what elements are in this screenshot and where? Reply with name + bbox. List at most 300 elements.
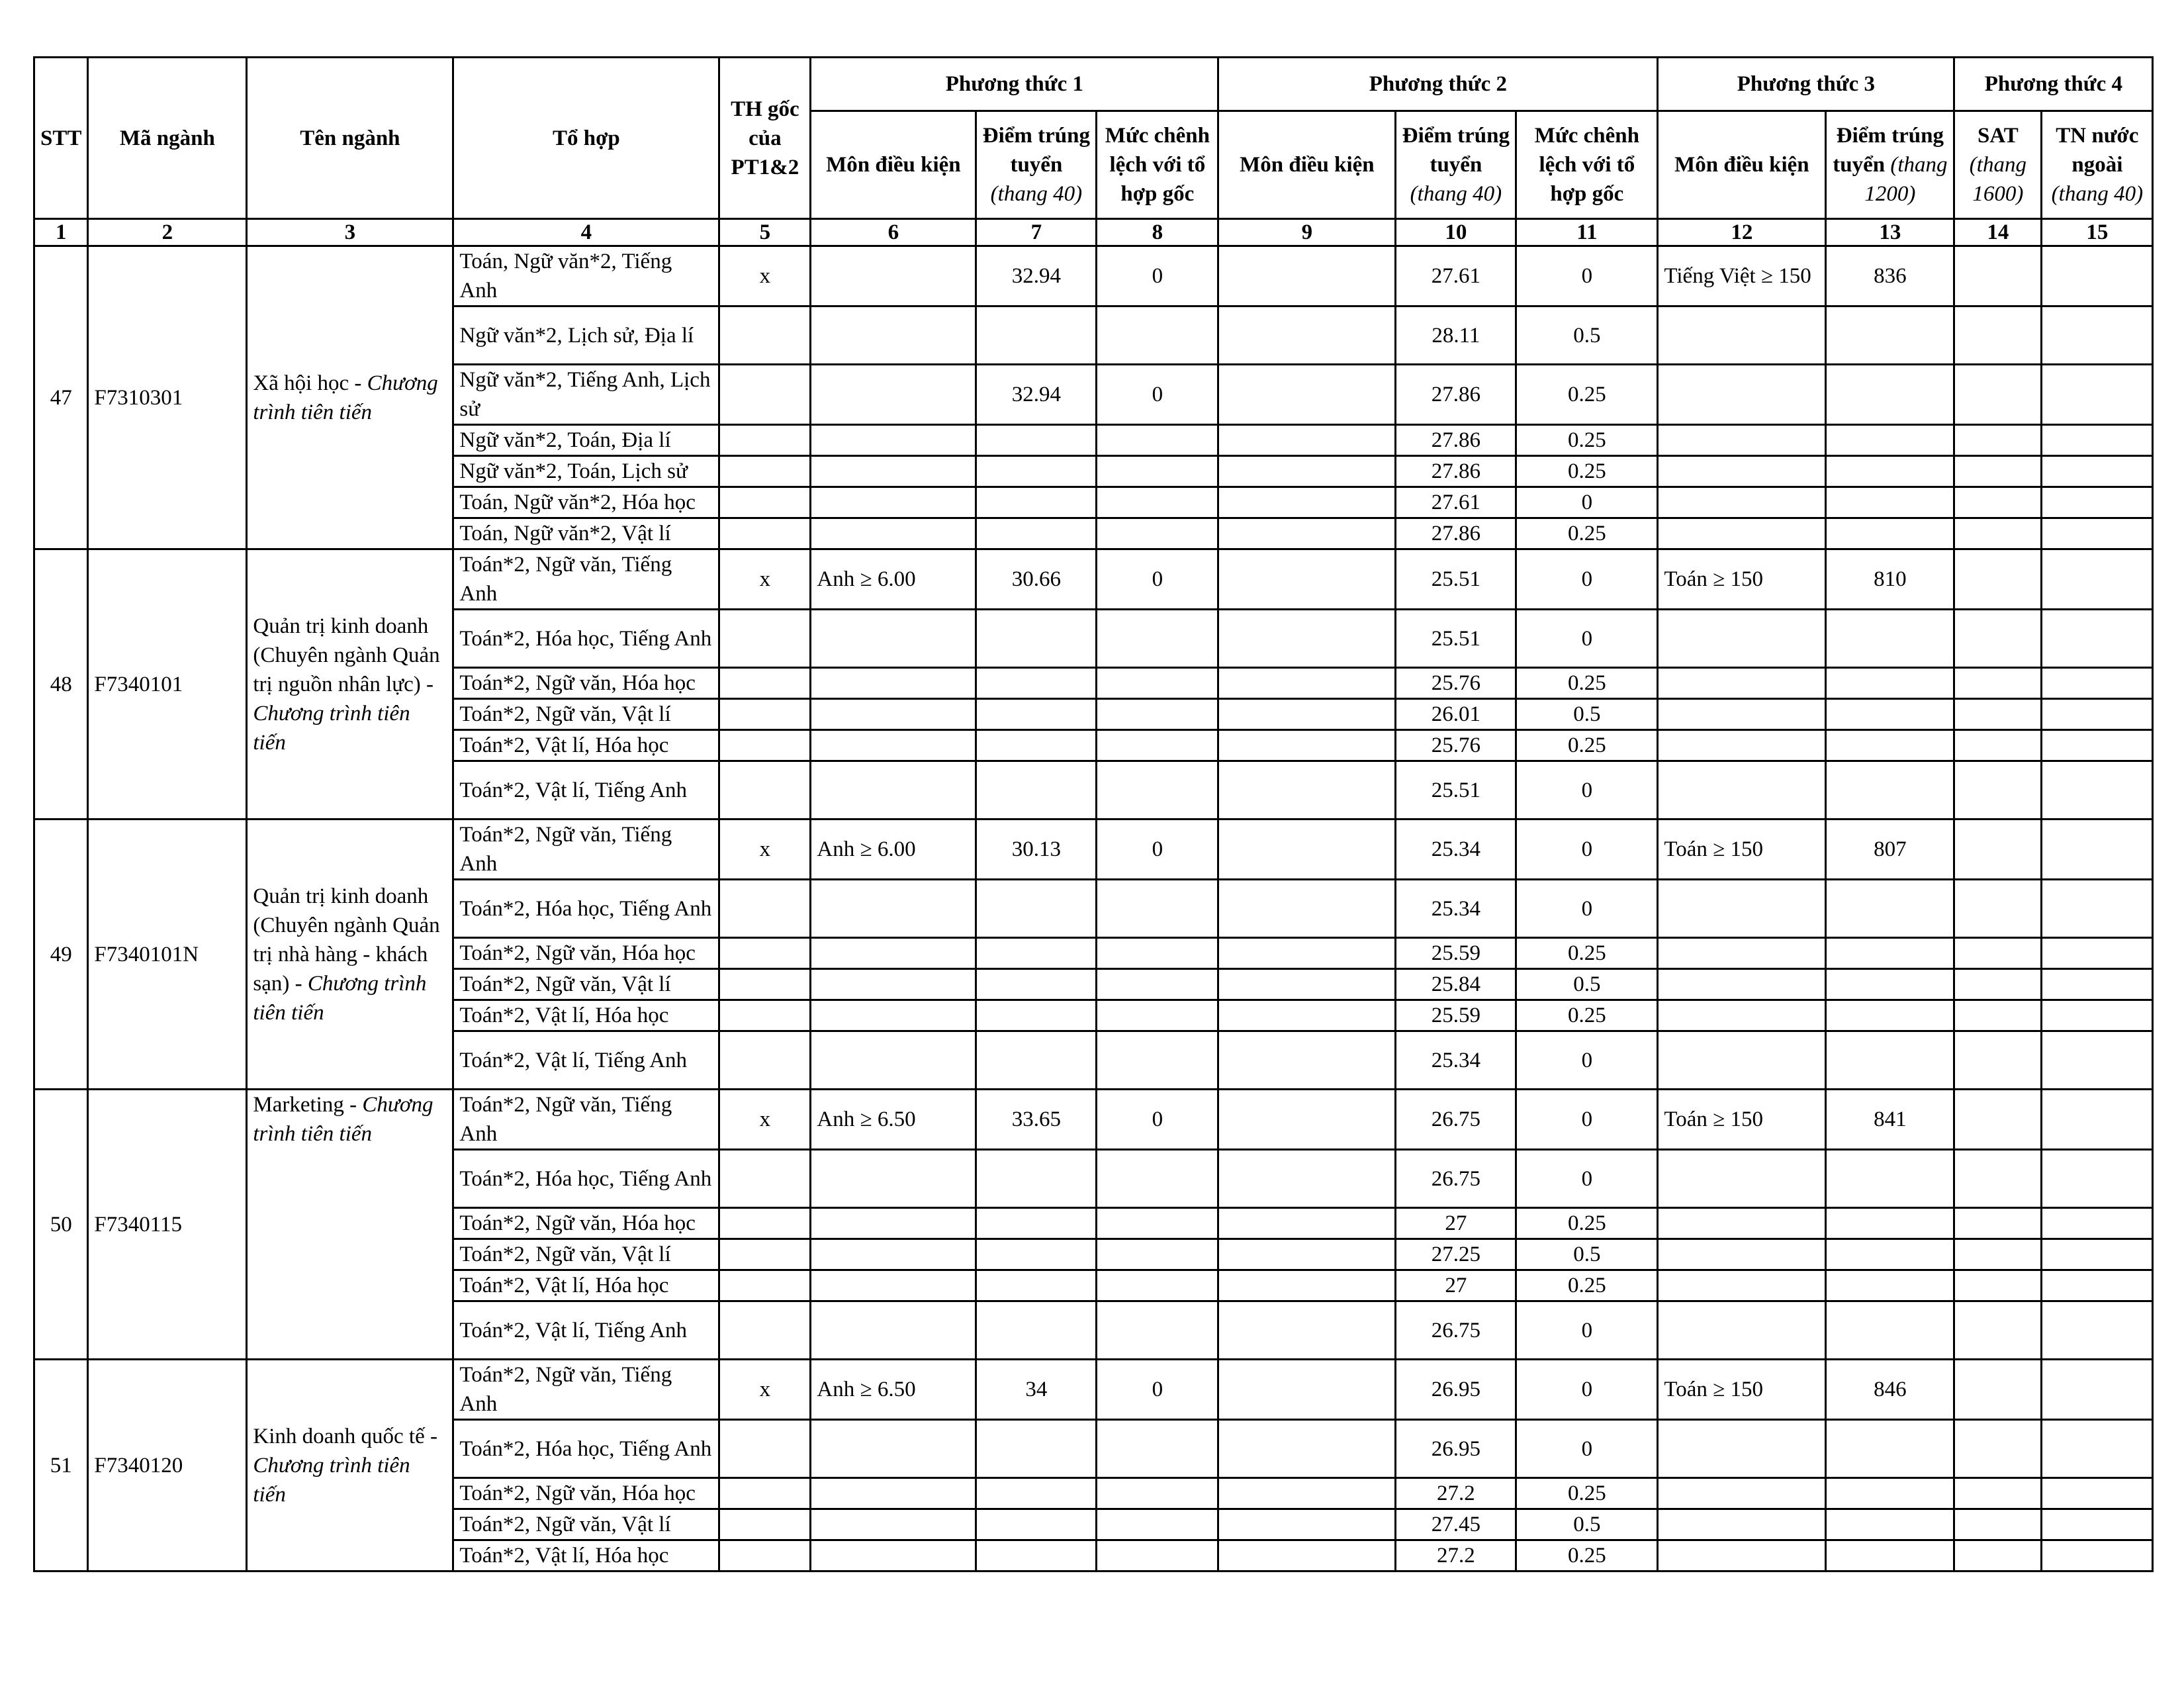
column-number: 15 xyxy=(2042,219,2153,246)
pt2-chenh-cell: 0.25 xyxy=(1516,1208,1658,1239)
header-pt1-diem-scale: (thang 40) xyxy=(990,182,1083,206)
admission-score-table xyxy=(33,56,2154,1572)
header-pt2-chenh-a: Mức chênh xyxy=(1534,124,1639,148)
to-hop-cell: Toán*2, Ngữ văn, Vật lí xyxy=(453,699,719,730)
to-hop-cell: Toán*2, Vật lí, Tiếng Anh xyxy=(453,761,719,820)
pt1-chenh-cell xyxy=(1097,1208,1218,1239)
th-goc-cell: x xyxy=(719,1090,811,1150)
pt1-diem-cell xyxy=(976,1150,1097,1208)
pt2-diem-cell: 25.34 xyxy=(1396,820,1516,880)
pt2-mon-dk-cell xyxy=(1218,1150,1396,1208)
tn-cell xyxy=(2042,880,2153,938)
pt1-mon-dk-cell xyxy=(811,1270,976,1301)
pt1-chenh-cell: 0 xyxy=(1097,549,1218,610)
pt1-chenh-cell xyxy=(1097,518,1218,549)
pt3-mon-dk-cell xyxy=(1658,425,1826,456)
tn-cell xyxy=(2042,730,2153,761)
pt3-diem-cell xyxy=(1826,487,1954,518)
tn-cell xyxy=(2042,456,2153,487)
pt1-mon-dk-cell xyxy=(811,1509,976,1540)
header-ten-nganh: Tên ngành xyxy=(247,58,453,219)
tn-cell xyxy=(2042,938,2153,969)
header-pt1: Phương thức 1 xyxy=(811,58,1218,111)
pt3-mon-dk-cell: Toán ≥ 150 xyxy=(1658,820,1826,880)
sat-cell xyxy=(1954,365,2042,425)
pt3-diem-cell xyxy=(1826,1239,1954,1270)
pt2-diem-cell: 25.51 xyxy=(1396,761,1516,820)
pt2-diem-cell: 27.2 xyxy=(1396,1478,1516,1509)
pt3-diem-cell xyxy=(1826,1270,1954,1301)
th-goc-cell xyxy=(719,1031,811,1090)
to-hop-cell: Toán*2, Vật lí, Tiếng Anh xyxy=(453,1301,719,1360)
sat-cell xyxy=(1954,761,2042,820)
pt2-diem-cell: 25.76 xyxy=(1396,668,1516,699)
pt1-chenh-cell xyxy=(1097,1239,1218,1270)
ten-nganh-text: Kinh doanh quốc tế - xyxy=(253,1424,437,1448)
to-hop-cell: Toán*2, Hóa học, Tiếng Anh xyxy=(453,1420,719,1478)
pt1-diem-cell xyxy=(976,1270,1097,1301)
pt2-chenh-cell: 0.5 xyxy=(1516,969,1658,1000)
pt3-mon-dk-cell xyxy=(1658,456,1826,487)
pt1-mon-dk-cell: Anh ≥ 6.50 xyxy=(811,1360,976,1420)
pt1-mon-dk-cell xyxy=(811,306,976,365)
column-number: 10 xyxy=(1396,219,1516,246)
pt1-diem-cell xyxy=(976,938,1097,969)
pt1-diem-cell: 30.13 xyxy=(976,820,1097,880)
tn-cell xyxy=(2042,820,2153,880)
header-th-goc-line1: TH gốc xyxy=(731,97,799,121)
sat-cell xyxy=(1954,1090,2042,1150)
pt3-diem-cell xyxy=(1826,1208,1954,1239)
header-tn xyxy=(2042,111,2153,219)
pt1-chenh-cell xyxy=(1097,425,1218,456)
tn-cell xyxy=(2042,1270,2153,1301)
to-hop-cell: Toán*2, Ngữ văn, Hóa học xyxy=(453,1478,719,1509)
th-goc-cell xyxy=(719,699,811,730)
pt2-mon-dk-cell xyxy=(1218,880,1396,938)
stt-cell: 49 xyxy=(34,820,88,1090)
pt2-mon-dk-cell xyxy=(1218,306,1396,365)
th-goc-cell xyxy=(719,487,811,518)
pt2-mon-dk-cell xyxy=(1218,365,1396,425)
ten-nganh-text: Xã hội học - xyxy=(253,371,362,395)
header-pt1-chenh-c: hợp gốc xyxy=(1120,182,1195,206)
tn-cell xyxy=(2042,246,2153,306)
pt1-mon-dk-cell xyxy=(811,365,976,425)
ten-nganh-cell xyxy=(247,820,453,1090)
column-number: 6 xyxy=(811,219,976,246)
pt1-mon-dk-cell xyxy=(811,1000,976,1031)
pt1-diem-cell xyxy=(976,306,1097,365)
pt3-mon-dk-cell xyxy=(1658,1208,1826,1239)
pt3-mon-dk-cell xyxy=(1658,306,1826,365)
pt1-mon-dk-cell: Anh ≥ 6.50 xyxy=(811,1090,976,1150)
pt3-diem-cell: 846 xyxy=(1826,1360,1954,1420)
sat-cell xyxy=(1954,668,2042,699)
pt2-mon-dk-cell xyxy=(1218,1420,1396,1478)
pt2-mon-dk-cell xyxy=(1218,820,1396,880)
to-hop-cell: Toán*2, Hóa học, Tiếng Anh xyxy=(453,880,719,938)
header-pt3-diem-a: Điểm trúng xyxy=(1836,124,1944,148)
pt1-diem-cell xyxy=(976,1420,1097,1478)
pt1-mon-dk-cell xyxy=(811,246,976,306)
pt2-chenh-cell: 0 xyxy=(1516,761,1658,820)
pt1-chenh-cell: 0 xyxy=(1097,1090,1218,1150)
pt1-diem-cell xyxy=(976,1540,1097,1571)
header-pt2-diem xyxy=(1396,111,1516,219)
pt2-diem-cell: 27.61 xyxy=(1396,246,1516,306)
pt2-diem-cell: 26.75 xyxy=(1396,1090,1516,1150)
sat-cell xyxy=(1954,969,2042,1000)
th-goc-cell xyxy=(719,1478,811,1509)
pt2-chenh-cell: 0.5 xyxy=(1516,1239,1658,1270)
to-hop-cell: Toán, Ngữ văn*2, Vật lí xyxy=(453,518,719,549)
stt-cell: 50 xyxy=(34,1090,88,1360)
sat-cell xyxy=(1954,610,2042,668)
sat-cell xyxy=(1954,880,2042,938)
header-pt2-chenh-c: hợp gốc xyxy=(1550,182,1624,206)
pt2-mon-dk-cell xyxy=(1218,1239,1396,1270)
th-goc-cell: x xyxy=(719,820,811,880)
ten-nganh-cell xyxy=(247,1360,453,1571)
tn-cell xyxy=(2042,1239,2153,1270)
pt3-mon-dk-cell xyxy=(1658,1301,1826,1360)
pt1-chenh-cell xyxy=(1097,730,1218,761)
pt2-diem-cell: 27.2 xyxy=(1396,1540,1516,1571)
pt1-mon-dk-cell xyxy=(811,668,976,699)
pt1-diem-cell xyxy=(976,456,1097,487)
pt1-chenh-cell xyxy=(1097,1540,1218,1571)
pt2-chenh-cell: 0 xyxy=(1516,549,1658,610)
th-goc-cell xyxy=(719,761,811,820)
pt1-diem-cell xyxy=(976,969,1097,1000)
pt2-chenh-cell: 0.25 xyxy=(1516,1000,1658,1031)
to-hop-cell: Toán*2, Ngữ văn, Hóa học xyxy=(453,1208,719,1239)
header-pt2-mon-dk: Môn điều kiện xyxy=(1218,111,1396,219)
pt2-diem-cell: 25.51 xyxy=(1396,610,1516,668)
pt2-chenh-cell: 0 xyxy=(1516,880,1658,938)
pt1-diem-cell: 33.65 xyxy=(976,1090,1097,1150)
header-pt3-diem-d: 1200) xyxy=(1864,182,1916,206)
pt1-diem-cell xyxy=(976,1239,1097,1270)
pt1-mon-dk-cell xyxy=(811,518,976,549)
sat-cell xyxy=(1954,246,2042,306)
pt2-diem-cell: 25.34 xyxy=(1396,1031,1516,1090)
pt2-mon-dk-cell xyxy=(1218,1031,1396,1090)
pt1-mon-dk-cell xyxy=(811,425,976,456)
tn-cell xyxy=(2042,518,2153,549)
tn-cell xyxy=(2042,1031,2153,1090)
to-hop-cell: Ngữ văn*2, Toán, Địa lí xyxy=(453,425,719,456)
pt3-mon-dk-cell: Tiếng Việt ≥ 150 xyxy=(1658,246,1826,306)
pt3-diem-cell xyxy=(1826,456,1954,487)
pt1-diem-cell xyxy=(976,1031,1097,1090)
pt3-mon-dk-cell xyxy=(1658,1150,1826,1208)
pt1-chenh-cell xyxy=(1097,1509,1218,1540)
pt1-diem-cell xyxy=(976,1509,1097,1540)
table-row xyxy=(34,820,2153,880)
pt1-chenh-cell xyxy=(1097,761,1218,820)
pt2-chenh-cell: 0.25 xyxy=(1516,365,1658,425)
pt3-diem-cell xyxy=(1826,1031,1954,1090)
pt3-diem-cell xyxy=(1826,730,1954,761)
tn-cell xyxy=(2042,1509,2153,1540)
header-pt3-diem-c: (thang xyxy=(1890,153,1948,177)
pt3-diem-cell xyxy=(1826,1509,1954,1540)
th-goc-cell xyxy=(719,518,811,549)
column-number: 2 xyxy=(88,219,247,246)
pt1-chenh-cell xyxy=(1097,969,1218,1000)
pt1-chenh-cell xyxy=(1097,610,1218,668)
th-goc-cell xyxy=(719,1000,811,1031)
ma-nganh-cell: F7340101N xyxy=(88,820,247,1090)
pt3-diem-cell xyxy=(1826,1301,1954,1360)
tn-cell xyxy=(2042,306,2153,365)
pt3-diem-cell xyxy=(1826,365,1954,425)
pt1-mon-dk-cell xyxy=(811,969,976,1000)
table-row xyxy=(34,246,2153,306)
pt2-chenh-cell: 0.25 xyxy=(1516,1270,1658,1301)
pt2-diem-cell: 26.01 xyxy=(1396,699,1516,730)
pt2-chenh-cell: 0.5 xyxy=(1516,1509,1658,1540)
header-th-goc xyxy=(719,58,811,219)
pt1-mon-dk-cell: Anh ≥ 6.00 xyxy=(811,549,976,610)
pt1-mon-dk-cell xyxy=(811,730,976,761)
pt1-chenh-cell: 0 xyxy=(1097,365,1218,425)
column-number: 11 xyxy=(1516,219,1658,246)
th-goc-cell xyxy=(719,365,811,425)
th-goc-cell xyxy=(719,668,811,699)
pt2-chenh-cell: 0 xyxy=(1516,1301,1658,1360)
pt1-mon-dk-cell xyxy=(811,699,976,730)
pt1-diem-cell xyxy=(976,668,1097,699)
pt2-chenh-cell: 0 xyxy=(1516,610,1658,668)
header-sat-b: 1600) xyxy=(1972,182,2024,206)
to-hop-cell: Toán, Ngữ văn*2, Hóa học xyxy=(453,487,719,518)
ma-nganh-cell: F7340120 xyxy=(88,1360,247,1571)
pt2-chenh-cell: 0.25 xyxy=(1516,518,1658,549)
header-pt3-mon-dk: Môn điều kiện xyxy=(1658,111,1826,219)
header-sat xyxy=(1954,111,2042,219)
pt2-chenh-cell: 0.5 xyxy=(1516,306,1658,365)
pt1-chenh-cell xyxy=(1097,1000,1218,1031)
header-sat-a: (thang xyxy=(1969,153,2026,177)
pt1-diem-cell xyxy=(976,1208,1097,1239)
pt3-diem-cell xyxy=(1826,699,1954,730)
pt1-chenh-cell xyxy=(1097,487,1218,518)
pt2-diem-cell: 25.76 xyxy=(1396,730,1516,761)
pt3-diem-cell xyxy=(1826,969,1954,1000)
column-number: 13 xyxy=(1826,219,1954,246)
pt2-diem-cell: 27.86 xyxy=(1396,518,1516,549)
pt3-diem-cell xyxy=(1826,1540,1954,1571)
tn-cell xyxy=(2042,1301,2153,1360)
header-pt1-mon-dk: Môn điều kiện xyxy=(811,111,976,219)
pt1-diem-cell xyxy=(976,1301,1097,1360)
tn-cell xyxy=(2042,1540,2153,1571)
to-hop-cell: Toán*2, Ngữ văn, Tiếng Anh xyxy=(453,549,719,610)
pt1-mon-dk-cell xyxy=(811,880,976,938)
pt1-diem-cell xyxy=(976,518,1097,549)
pt1-mon-dk-cell xyxy=(811,1540,976,1571)
pt1-diem-cell xyxy=(976,1000,1097,1031)
tn-cell xyxy=(2042,425,2153,456)
pt3-mon-dk-cell xyxy=(1658,761,1826,820)
ten-nganh-text: Quản trị kinh doanh (Chuyên ngành Quản trị nguồn nhân lực) - xyxy=(253,614,440,696)
pt2-mon-dk-cell xyxy=(1218,610,1396,668)
pt2-mon-dk-cell xyxy=(1218,1509,1396,1540)
pt1-diem-cell xyxy=(976,761,1097,820)
ma-nganh-cell: F7340101 xyxy=(88,549,247,820)
pt1-diem-cell: 30.66 xyxy=(976,549,1097,610)
tn-cell xyxy=(2042,1420,2153,1478)
table-row xyxy=(34,1090,2153,1150)
pt2-chenh-cell: 0 xyxy=(1516,1090,1658,1150)
pt1-chenh-cell xyxy=(1097,1478,1218,1509)
header-pt2: Phương thức 2 xyxy=(1218,58,1658,111)
ten-nganh-program: Chương trình tiên tiến xyxy=(253,1093,433,1146)
pt2-mon-dk-cell xyxy=(1218,246,1396,306)
pt3-mon-dk-cell xyxy=(1658,1000,1826,1031)
pt1-mon-dk-cell xyxy=(811,456,976,487)
pt2-diem-cell: 27 xyxy=(1396,1270,1516,1301)
th-goc-cell xyxy=(719,456,811,487)
ten-nganh-program: Chương trình tiên tiến xyxy=(253,1453,410,1507)
ten-nganh-cell xyxy=(247,549,453,820)
to-hop-cell: Toán*2, Ngữ văn, Tiếng Anh xyxy=(453,820,719,880)
header-row-1 xyxy=(34,58,2153,111)
tn-cell xyxy=(2042,1090,2153,1150)
tn-cell xyxy=(2042,610,2153,668)
pt2-mon-dk-cell xyxy=(1218,1270,1396,1301)
to-hop-cell: Ngữ văn*2, Tiếng Anh, Lịch sử xyxy=(453,365,719,425)
pt2-mon-dk-cell xyxy=(1218,487,1396,518)
header-pt1-diem-b: tuyển xyxy=(1010,153,1063,177)
th-goc-cell xyxy=(719,425,811,456)
sat-cell xyxy=(1954,1478,2042,1509)
header-pt2-chenh xyxy=(1516,111,1658,219)
pt2-mon-dk-cell xyxy=(1218,1540,1396,1571)
header-sat-label: SAT xyxy=(1978,124,2019,148)
sat-cell xyxy=(1954,1301,2042,1360)
pt2-mon-dk-cell xyxy=(1218,969,1396,1000)
header-pt3-diem-b-line xyxy=(1832,150,1948,179)
pt1-diem-cell xyxy=(976,699,1097,730)
th-goc-cell xyxy=(719,1150,811,1208)
th-goc-cell xyxy=(719,610,811,668)
pt2-chenh-cell: 0.25 xyxy=(1516,668,1658,699)
pt3-diem-cell xyxy=(1826,1420,1954,1478)
sat-cell xyxy=(1954,456,2042,487)
pt2-diem-cell: 27.45 xyxy=(1396,1509,1516,1540)
pt2-diem-cell: 27 xyxy=(1396,1208,1516,1239)
to-hop-cell: Toán*2, Ngữ văn, Tiếng Anh xyxy=(453,1090,719,1150)
table-body xyxy=(34,246,2153,1571)
header-pt3-diem-b: tuyển xyxy=(1833,153,1886,177)
pt3-mon-dk-cell xyxy=(1658,1239,1826,1270)
header-th-goc-line2: của xyxy=(749,126,782,150)
pt3-mon-dk-cell xyxy=(1658,610,1826,668)
pt1-mon-dk-cell xyxy=(811,938,976,969)
pt2-mon-dk-cell xyxy=(1218,730,1396,761)
th-goc-cell: x xyxy=(719,549,811,610)
to-hop-cell: Toán*2, Vật lí, Tiếng Anh xyxy=(453,1031,719,1090)
th-goc-cell xyxy=(719,1420,811,1478)
pt1-diem-cell xyxy=(976,1478,1097,1509)
column-number: 8 xyxy=(1097,219,1218,246)
pt1-mon-dk-cell: Anh ≥ 6.00 xyxy=(811,820,976,880)
to-hop-cell: Toán*2, Hóa học, Tiếng Anh xyxy=(453,1150,719,1208)
to-hop-cell: Toán*2, Hóa học, Tiếng Anh xyxy=(453,610,719,668)
sat-cell xyxy=(1954,1509,2042,1540)
column-number: 5 xyxy=(719,219,811,246)
column-number: 4 xyxy=(453,219,719,246)
pt2-diem-cell: 26.75 xyxy=(1396,1301,1516,1360)
th-goc-cell xyxy=(719,880,811,938)
pt1-mon-dk-cell xyxy=(811,1478,976,1509)
pt2-mon-dk-cell xyxy=(1218,456,1396,487)
column-number-row xyxy=(34,219,2153,246)
tn-cell xyxy=(2042,487,2153,518)
pt1-chenh-cell xyxy=(1097,668,1218,699)
pt3-mon-dk-cell xyxy=(1658,1540,1826,1571)
pt3-mon-dk-cell xyxy=(1658,880,1826,938)
pt2-mon-dk-cell xyxy=(1218,1360,1396,1420)
pt3-mon-dk-cell xyxy=(1658,365,1826,425)
pt1-chenh-cell xyxy=(1097,1150,1218,1208)
pt2-diem-cell: 27.86 xyxy=(1396,456,1516,487)
pt2-mon-dk-cell xyxy=(1218,518,1396,549)
header-tn-b: ngoài xyxy=(2071,153,2123,177)
sat-cell xyxy=(1954,820,2042,880)
pt1-diem-cell xyxy=(976,610,1097,668)
sat-cell xyxy=(1954,1208,2042,1239)
header-pt1-chenh-a: Mức chênh xyxy=(1105,124,1210,148)
sat-cell xyxy=(1954,1150,2042,1208)
pt2-chenh-cell: 0.25 xyxy=(1516,1478,1658,1509)
pt3-mon-dk-cell xyxy=(1658,1270,1826,1301)
to-hop-cell: Toán, Ngữ văn*2, Tiếng Anh xyxy=(453,246,719,306)
header-pt2-diem-scale: (thang 40) xyxy=(1410,182,1502,206)
pt3-mon-dk-cell: Toán ≥ 150 xyxy=(1658,1090,1826,1150)
pt3-mon-dk-cell xyxy=(1658,487,1826,518)
pt1-mon-dk-cell xyxy=(811,1420,976,1478)
tn-cell xyxy=(2042,1208,2153,1239)
pt1-diem-cell: 34 xyxy=(976,1360,1097,1420)
pt2-diem-cell: 26.95 xyxy=(1396,1420,1516,1478)
pt3-diem-cell xyxy=(1826,938,1954,969)
to-hop-cell: Toán*2, Vật lí, Hóa học xyxy=(453,1000,719,1031)
header-stt: STT xyxy=(34,58,88,219)
header-pt2-chenh-b: lệch với tổ xyxy=(1539,153,1635,177)
pt2-chenh-cell: 0.25 xyxy=(1516,730,1658,761)
pt2-chenh-cell: 0 xyxy=(1516,820,1658,880)
sat-cell xyxy=(1954,1270,2042,1301)
pt3-mon-dk-cell xyxy=(1658,699,1826,730)
column-number: 1 xyxy=(34,219,88,246)
header-pt1-diem xyxy=(976,111,1097,219)
header-tn-a: TN nước xyxy=(2056,124,2139,148)
th-goc-cell xyxy=(719,1208,811,1239)
pt1-chenh-cell: 0 xyxy=(1097,820,1218,880)
ma-nganh-cell: F7310301 xyxy=(88,246,247,549)
pt1-chenh-cell xyxy=(1097,1270,1218,1301)
th-goc-cell xyxy=(719,1301,811,1360)
pt1-chenh-cell xyxy=(1097,1301,1218,1360)
pt2-mon-dk-cell xyxy=(1218,549,1396,610)
pt2-chenh-cell: 0 xyxy=(1516,246,1658,306)
pt1-mon-dk-cell xyxy=(811,1208,976,1239)
